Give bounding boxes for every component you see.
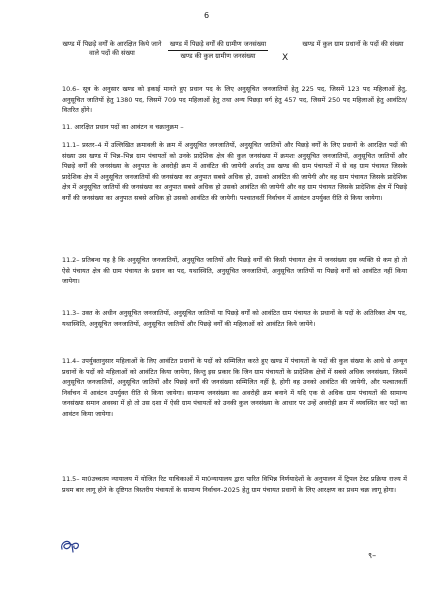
section-heading-11: 11. आरक्षित प्रधान पदों का आवंटन व चक्रानुक्रम –	[62, 123, 184, 131]
paragraph-11-1: 11.1– प्रस्तर–4 में उल्लिखित क्रमावली के क्रम में अनुसूचित जनजातियों, अनुसूचित जातियों और पिछड़े वर्गों के लिए प्रधानों के आरक्षित पदों की संख्या उस खण्ड में भिन्न–भिन्न ग्राम पंचायतों को उनके प्रादेशिक क्षेत्र की कुल जनसंख्या में क्रमशः अनुसूचित जनजातियों, अनुसूचित जातियों और पिछड़े वर्गों की जनसंख्या के अनुपात के अवरोही क्रम में आवंटित की जायेगी अर्थात् उस खण्ड की ग्राम पंचायतों में से वह ग्राम पंचायत जिसके प्रादेशिक क्षेत्र में अनुसूचित जनजातियों की जनसंख्या का अनुपात सबसे अधिक हो, उसको आवंटित की जायेगी और वह ग्राम पंचायत जिसके प्रादेशिक क्षेत्र में अनुसूचित जातियों की जनसंख्या का अनुपात सबसे अधिक हो उसको आवंटित की जायेगी और वह ग्राम पंचायत जिसके प्रादेशिक क्षेत्र में पिछड़े वर्गों की जनसंख्या का अनुपात सबसे अधिक हो उसको आवंटित की जायेगी। पश्चातवर्ती निर्वाचन में आवंटन उपर्युक्त रीति से किया जायेगा।	[62, 141, 407, 202]
paragraph-10-6: 10.6– सूत्र के अनुसार खण्ड को इकाई मानते हुए प्रधान पद के लिए अनुसूचित जनजातियों हेतु 225 पद, जिसमें 123 पद महिलाओं हेतु, अनुसूचित जातियों हेतु 1380 पद, जिसमें 709 पद महिलाओं हेतु तथा अन्य पिछड़ा वर्ग हेतु 457 पद, जिसमें 250 पद महिलाओं हेतु आवंटित/वितरित होंगे।	[62, 85, 407, 115]
page-number: 6	[204, 11, 210, 20]
formula-fraction	[168, 40, 268, 61]
formula-numerator: खण्ड में पिछड़े वर्गों की ग्रामीण जनसंख्या	[168, 40, 268, 51]
paragraph-11-3: 11.3– उक्त के अधीन अनुसूचित जनजातियों, अनुसूचित जातियों या पिछड़े वर्गों को आवंटित ग्राम पंचायत के प्रधानों के पदों के अतिरिक्त शेष पद, यथास्थिति, अनुसूचित जनजातियों, अनुसूचित जातियों और पिछड़े वर्गों की महिलाओं को आवंटित किये जायेंगे।	[62, 309, 407, 328]
handwritten-signature	[58, 536, 86, 556]
paragraph-11-2: 11.2– प्रतिबन्ध यह है कि अनुसूचित जनजातियों, अनुसूचित जातियों और पिछड़े वर्गों की किसी पंचायत क्षेत्र में जनसंख्या दस व्यक्ति से कम हो तो ऐसे पंचायत क्षेत्र की ग्राम पंचायत के प्रधान का पद, यथास्थिति, अनुसूचित जनजातियों, अनुसूचित जातियों या पिछड़े वर्गों को आवंटित नहीं किया जायेगा।	[62, 256, 407, 286]
paragraph-11-4: 11.4– उपर्युक्तानुसार महिलाओं के लिए आवंटित प्रधानों के पदों को सम्मिलित करते हुए खण्ड में पंचायतों के पदों की कुल संख्या के आधे से अन्यून प्रधानों के पदों को महिलाओं को आवंटित किया जायेगा, किन्तु इस प्रकार कि जिन ग्राम पंचायतों के प्रादेशिक क्षेत्रों में सबसे अधिक जनसंख्या, जिसमें अनुसूचित जनजातियों, अनुसूचित जातियों और पिछड़े वर्गों की जनसंख्या सम्मिलित नहीं है, होगी वह उनको आवंटित की जायेगी, और पश्चातवर्ती निर्वाचन में आवंटन उपर्युक्त रीति से किया जायेगा। सामान्य जनसंख्या का अवरोही क्रम बनाने में यदि एक से अधिक ग्राम पंचायतों की सामान्य जनसंख्या समान अवस्था में हो तो उस दशा में ऐसी ग्राम पंचायतों को उनकी कुल जनसंख्या के आधार पर उन्हें अवरोही क्रम में व्यवस्थित कर पदों का आवंटन किया जायेगा।	[62, 357, 407, 418]
page-mark: ९–	[368, 551, 377, 560]
paragraph-11-5: 11.5– मा0उच्चतम न्यायालय में योजित रिट याचिकाओं में मा0न्यायालय द्वारा पारित विभिन्न निर्णयादेशों के अनुपालन में ट्रिपल टेस्ट प्रक्रिया राज्य में प्रथम बार लागू होने के दृष्टिगत त्रिस्तरीय पंचायतों के सामान्य निर्वाचन–2025 हेतु ग्राम पंचायत प्रधानों के लिए आरक्षण का प्रथम चक्र लागू होगा।	[62, 475, 407, 494]
formula-right-term: खण्ड में कुल ग्राम प्रधानों के पदों की संख्या	[302, 40, 404, 48]
formula-denominator: खण्ड की कुल ग्रामीण जनसंख्या	[180, 52, 256, 60]
formula-left-term: खण्ड में पिछड़े वर्गों के आरक्षित किये जाने वाले पदों की संख्या	[62, 40, 162, 57]
formula-multiply-sign: X	[282, 53, 289, 63]
